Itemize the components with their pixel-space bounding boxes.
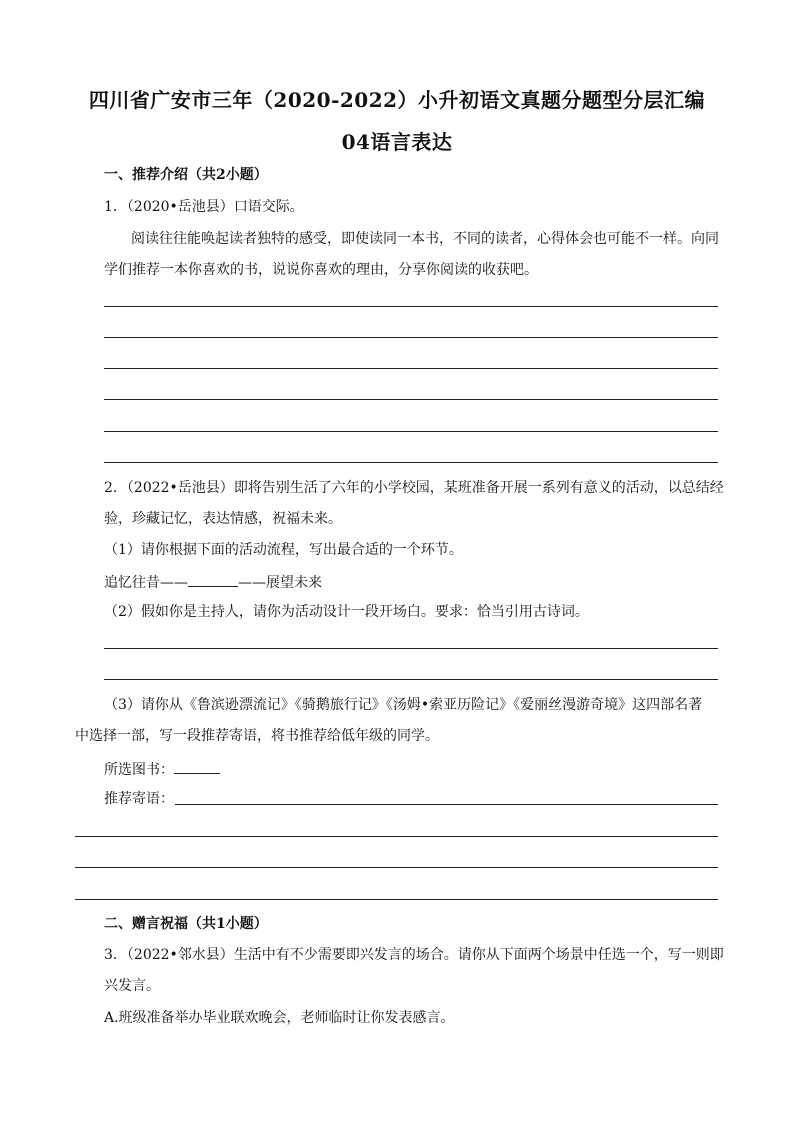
sub-question-1: （1）请你根据下面的活动流程，写出最合适的一个环节。 (104, 542, 463, 558)
question-number: 3． (104, 947, 127, 963)
book-blank[interactable] (174, 759, 220, 774)
answer-line[interactable] (104, 337, 718, 338)
question-number: 1． (104, 199, 127, 215)
activity-flow (104, 572, 322, 592)
answer-line[interactable] (104, 648, 718, 649)
answer-line[interactable] (75, 836, 718, 837)
recommend-label: 推荐寄语： (104, 791, 174, 807)
book-label: 所选图书： (104, 762, 174, 778)
document-subtitle: 04语言表达 (341, 130, 453, 154)
flow-start: 追忆往昔—— (104, 575, 188, 591)
document-title: 四川省广安市三年（2020-2022）小升初语文真题分题型分层汇编 (88, 88, 706, 112)
section-heading-recommend: 一、推荐介绍（共2小题） (104, 167, 268, 183)
sub-question-3-line: 中选择一部，写一段推荐寄语，将书推荐给低年级的同学。 (75, 728, 439, 744)
answer-line[interactable] (75, 867, 718, 868)
book-choice-row (104, 759, 220, 779)
question-stem: 生活中有不少需要即兴发言的场合。请你从下面两个场景中任选一个，写一则即 (233, 947, 724, 963)
question-number: 2． (104, 480, 127, 496)
flow-blank[interactable] (188, 572, 238, 587)
question-source: （2020•岳池县） (126, 199, 234, 215)
sub-question-2: （2）假如你是主持人，请你为活动设计一段开场白。要求：恰当引用古诗词。 (104, 604, 589, 620)
answer-line[interactable] (104, 679, 718, 680)
question-1-body-line: 阅读往往能唤起读者独特的感受，即使读同一本书，不同的读者，心得体会也可能不一样。向同 (131, 231, 719, 247)
question-source: （2022•邻水县） (126, 947, 234, 963)
answer-line[interactable] (75, 899, 718, 900)
answer-line[interactable] (104, 399, 718, 400)
answer-line[interactable] (104, 462, 718, 463)
flow-end: ——展望未来 (238, 575, 322, 591)
answer-line[interactable] (104, 431, 718, 432)
question-source: （2022•岳池县） (126, 480, 234, 496)
question-3-header (104, 946, 724, 964)
question-1-header (104, 198, 304, 216)
answer-line[interactable] (175, 804, 718, 805)
option-a: A.班级准备举办毕业联欢晚会，老师临时让你发表感言。 (104, 1010, 455, 1026)
question-2-header (104, 479, 724, 497)
question-stem: 即将告别生活了六年的小学校园，某班准备开展一系列有意义的活动，以总结经 (233, 480, 724, 496)
question-stem: 口语交际。 (233, 199, 304, 215)
question-2-stem-line: 验，珍藏记忆，表达情感，祝福未来。 (104, 511, 342, 527)
answer-line[interactable] (104, 368, 718, 369)
section-heading-wishes: 二、赠言祝福（共1小题） (104, 916, 268, 932)
answer-line[interactable] (104, 306, 718, 307)
sub-question-3: （3）请你从《鲁滨逊漂流记》《骑鹅旅行记》《汤姆•索亚历险记》《爱丽丝漫游奇境》这四部名著 (104, 697, 703, 713)
question-3-stem-line: 兴发言。 (104, 978, 160, 994)
question-1-body-line: 学们推荐一本你喜欢的书，说说你喜欢的理由，分享你阅读的收获吧。 (104, 262, 538, 278)
